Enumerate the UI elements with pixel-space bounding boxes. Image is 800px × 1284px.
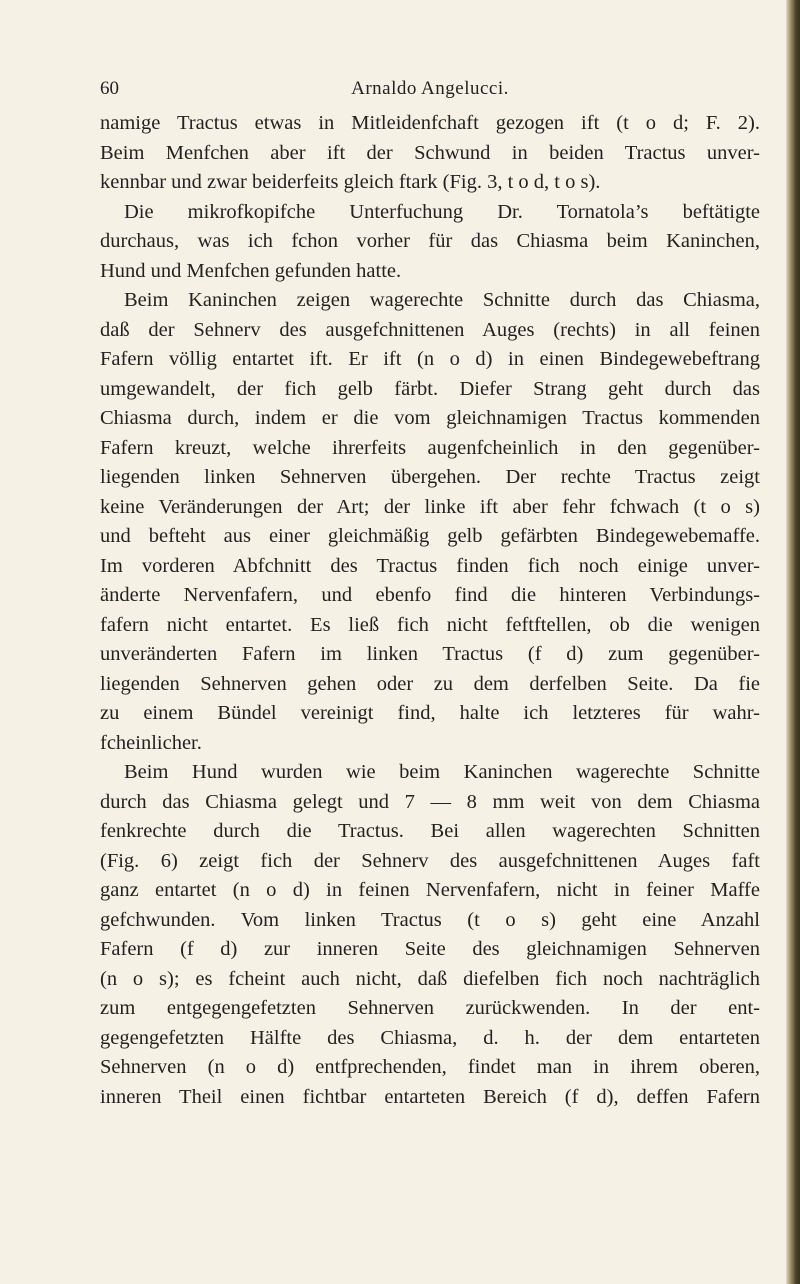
text-line: umgewandelt, der fich gelb färbt. Diefer Strang geht durch das (100, 377, 760, 400)
text-line: durch das Chiasma gelegt und 7 — 8 mm weit von dem Chiasma (100, 790, 760, 813)
text-line: (Fig. 6) zeigt fich der Sehnerv des ausgefchnittenen Auges faft (100, 849, 760, 872)
page-edge (786, 0, 800, 1284)
page-number: 60 (100, 78, 119, 99)
text-line: Fafern völlig entartet ift. Er ift (n o d) in einen Bindegewebeftrang (100, 348, 760, 370)
running-head: Arnaldo Angelucci. (351, 78, 509, 99)
text-line: fafern nicht entartet. Es ließ fich nicht feftftellen, ob die wenigen (100, 613, 760, 636)
text-line: gegengefetzten Hälfte des Chiasma, d. h. der dem entarteten (100, 1026, 760, 1049)
text-line: gefchwunden. Vom linken Tractus (t o s) geht eine Anzahl (100, 908, 760, 931)
body-text (100, 109, 760, 1112)
text-line: fcheinlicher. (100, 731, 202, 754)
text-line: ganz entartet (n o d) in feinen Nervenfafern, nicht in feiner Maffe (100, 879, 760, 901)
text-line: Beim Hund wurden wie beim Kaninchen wagerechte Schnitte (124, 761, 760, 783)
text-line: Sehnerven (n o d) entfprechenden, findet man in ihrem oberen, (100, 1056, 760, 1078)
text-line: Beim Menfchen aber ift der Schwund in beiden Tractus unver- (100, 141, 760, 164)
text-line: zu einem Bündel vereinigt find, halte ich letzteres für wahr- (100, 702, 760, 724)
text-line: daß der Sehnerv des ausgefchnittenen Auges (rechts) in all feinen (100, 318, 760, 341)
text-line: namige Tractus etwas in Mitleidenfchaft gezogen ift (t o d; F. 2). (100, 112, 760, 134)
text-line: zum entgegengefetzten Sehnerven zurückwenden. In der ent- (100, 997, 760, 1019)
text-line: und befteht aus einer gleichmäßig gelb gefärbten Bindegewebemaffe. (100, 525, 760, 547)
text-line: Die mikrofkopifche Unterfuchung Dr. Tornatola’s beftätigte (124, 200, 760, 223)
text-line: Im vorderen Abfchnitt des Tractus finden fich noch einige unver- (100, 554, 760, 577)
text-line: fenkrechte durch die Tractus. Bei allen wagerechten Schnitten (100, 820, 760, 842)
text-line: liegenden linken Sehnerven übergehen. Der rechte Tractus zeigt (100, 466, 760, 488)
text-line: Hund und Menfchen gefunden hatte. (100, 259, 402, 282)
text-line: keine Veränderungen der Art; der linke ift aber fehr fchwach (t o s) (100, 495, 760, 518)
text-line: Chiasma durch, indem er die vom gleichnamigen Tractus kommenden (100, 407, 760, 429)
page-header (100, 78, 760, 106)
text-line: inneren Theil einen fichtbar entarteten Bereich (f d), deffen Fafern (100, 1085, 760, 1108)
text-line: Fafern (f d) zur inneren Seite des gleichnamigen Sehnerven (100, 938, 760, 960)
text-line: änderte Nervenfafern, und ebenfo find die hinteren Verbindungs- (100, 584, 760, 606)
text-line: kennbar und zwar beiderfeits gleich ftark (Fig. 3, t o d, t o s). (100, 171, 601, 193)
text-line: liegenden Sehnerven gehen oder zu dem derfelben Seite. Da fie (100, 672, 760, 695)
text-line: Fafern kreuzt, welche ihrerfeits augenfcheinlich in den gegenüber- (100, 436, 760, 459)
text-line: unveränderten Fafern im linken Tractus (f d) zum gegenüber- (100, 643, 760, 665)
text-line: durchaus, was ich fchon vorher für das Chiasma beim Kaninchen, (100, 230, 760, 252)
text-line: (n o s); es fcheint auch nicht, daß diefelben fich noch nachträglich (100, 967, 760, 990)
text-line: Beim Kaninchen zeigen wagerechte Schnitte durch das Chiasma, (124, 289, 760, 311)
